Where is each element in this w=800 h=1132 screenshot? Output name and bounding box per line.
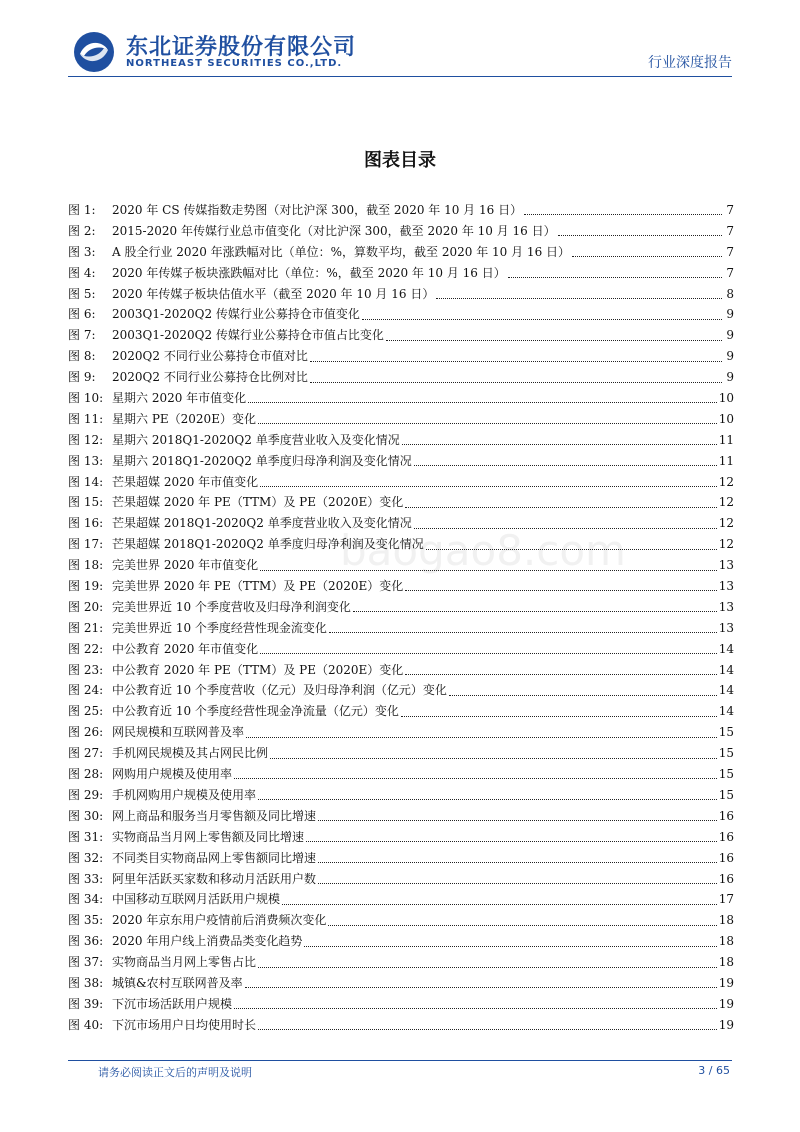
toc-entry[interactable] bbox=[68, 1015, 734, 1036]
toc-dot-leader bbox=[402, 443, 717, 445]
toc-entry-page: 12 bbox=[718, 516, 734, 531]
toc-entry-title: 实物商品当月网上零售额及同比增速 bbox=[112, 829, 305, 844]
toc-entry-title: 星期六 2020 年市值变化 bbox=[112, 391, 247, 406]
toc-entry-number: 图 31: bbox=[68, 829, 104, 844]
toc-entry-page: 15 bbox=[718, 767, 734, 782]
toc-entry-number: 图 15: bbox=[68, 495, 104, 510]
toc-entry-number: 图 5: bbox=[68, 286, 96, 301]
toc-entry[interactable] bbox=[68, 430, 734, 451]
toc-entry-number: 图 37: bbox=[68, 955, 104, 970]
toc-entry-page: 7 bbox=[726, 223, 734, 238]
toc-entry-page: 14 bbox=[718, 704, 734, 719]
toc-entry-page: 15 bbox=[718, 787, 734, 802]
toc-dot-leader bbox=[353, 610, 717, 612]
disclaimer-note: 请务必阅读正文后的声明及说明 bbox=[98, 1066, 252, 1079]
toc-entry-title: 中公教育近 10 个季度经营性现金净流量（亿元）变化 bbox=[112, 704, 399, 719]
toc-dot-leader bbox=[414, 464, 717, 466]
toc-dot-leader bbox=[426, 548, 717, 550]
toc-entry[interactable] bbox=[68, 701, 734, 722]
toc-dot-leader bbox=[318, 882, 717, 884]
report-type-label: 行业深度报告 bbox=[648, 55, 732, 71]
toc-entry-number: 图 13: bbox=[68, 453, 104, 468]
toc-entry-title: 实物商品当月网上零售占比 bbox=[112, 955, 257, 970]
toc-entry-title: 星期六 PE（2020E）变化 bbox=[112, 411, 256, 426]
toc-entry-title: 下沉市场活跃用户规模 bbox=[112, 996, 233, 1011]
toc-entry-number: 图 7: bbox=[68, 328, 96, 343]
toc-entry[interactable] bbox=[68, 660, 734, 681]
toc-entry-number: 图 8: bbox=[68, 349, 96, 364]
toc-entry[interactable] bbox=[68, 304, 734, 325]
toc-entry-title: 2003Q1-2020Q2 传媒行业公募持仓市值变化 bbox=[112, 307, 360, 322]
toc-dot-leader bbox=[401, 715, 717, 717]
toc-entry-number: 图 14: bbox=[68, 474, 104, 489]
watermark: baogao8.com bbox=[340, 526, 626, 575]
toc-entry-number: 图 34: bbox=[68, 892, 104, 907]
toc-entry-page: 13 bbox=[718, 599, 734, 614]
toc-dot-leader bbox=[318, 861, 717, 863]
toc-entry-page: 14 bbox=[718, 683, 734, 698]
toc-entry[interactable] bbox=[68, 889, 734, 910]
figure-list bbox=[68, 200, 734, 1036]
toc-entry-page: 7 bbox=[726, 203, 734, 217]
toc-entry-title: 2020 年传媒子板块涨跌幅对比（单位：%，截至 2020 年 10 月 16 日） bbox=[112, 265, 506, 280]
header-divider bbox=[68, 76, 732, 77]
toc-entry-page: 16 bbox=[718, 829, 734, 844]
toc-entry-page: 17 bbox=[718, 892, 734, 907]
toc-dot-leader bbox=[258, 422, 717, 424]
toc-dot-leader bbox=[234, 777, 717, 779]
toc-entry-title: 星期六 2018Q1-2020Q2 单季度营业收入及变化情况 bbox=[112, 432, 400, 447]
toc-entry-page: 7 bbox=[726, 265, 734, 280]
toc-entry[interactable] bbox=[68, 534, 734, 555]
toc-entry-page: 18 bbox=[718, 934, 734, 949]
toc-entry-number: 图 28: bbox=[68, 767, 104, 782]
toc-entry-title: 网民规模和互联网普及率 bbox=[112, 725, 245, 740]
toc-entry-number: 图 25: bbox=[68, 704, 104, 719]
toc-entry-title: 星期六 2018Q1-2020Q2 单季度归母净利润及变化情况 bbox=[112, 453, 412, 468]
toc-entry-page: 12 bbox=[718, 495, 734, 510]
toc-entry[interactable] bbox=[68, 242, 734, 263]
toc-dot-leader bbox=[260, 485, 717, 487]
toc-entry[interactable] bbox=[68, 869, 734, 890]
toc-entry-page: 12 bbox=[718, 537, 734, 552]
toc-entry-number: 图 20: bbox=[68, 599, 104, 614]
toc-entry[interactable] bbox=[68, 492, 734, 513]
toc-entry-title: 芒果超媒 2020 年 PE（TTM）及 PE（2020E）变化 bbox=[112, 495, 404, 510]
toc-entry-title: 2020Q2 不同行业公募持仓比例对比 bbox=[112, 370, 308, 385]
toc-entry-number: 图 4: bbox=[68, 265, 96, 280]
toc-entry[interactable] bbox=[68, 388, 734, 409]
toc-dot-leader bbox=[508, 276, 722, 278]
toc-entry-page: 14 bbox=[718, 641, 734, 656]
toc-dot-leader bbox=[260, 652, 717, 654]
toc-entry[interactable] bbox=[68, 221, 734, 242]
toc-dot-leader bbox=[310, 360, 722, 362]
toc-dot-leader bbox=[260, 569, 717, 571]
toc-entry-number: 图 6: bbox=[68, 307, 96, 322]
toc-entry-title: 网购用户规模及使用率 bbox=[112, 767, 233, 782]
toc-entry-page: 9 bbox=[726, 349, 734, 364]
toc-dot-leader bbox=[328, 924, 716, 926]
toc-dot-leader bbox=[405, 673, 716, 675]
toc-entry-number: 图 39: bbox=[68, 996, 104, 1011]
company-logo-icon bbox=[72, 30, 116, 74]
toc-entry-title: 中公教育近 10 个季度营收（亿元）及归母净利润（亿元）变化 bbox=[112, 683, 447, 698]
toc-entry-title: 完美世界 2020 年 PE（TTM）及 PE（2020E）变化 bbox=[112, 579, 404, 594]
toc-dot-leader bbox=[572, 255, 722, 257]
toc-entry[interactable] bbox=[68, 513, 734, 534]
toc-entry-number: 图 24: bbox=[68, 683, 104, 698]
company-name-cn: 东北证券股份有限公司 bbox=[126, 35, 357, 60]
toc-dot-leader bbox=[449, 694, 717, 696]
toc-entry-page: 14 bbox=[718, 662, 734, 677]
toc-dot-leader bbox=[362, 318, 722, 320]
toc-entry-number: 图 2: bbox=[68, 223, 96, 238]
toc-entry[interactable] bbox=[68, 973, 734, 994]
toc-entry-number: 图 40: bbox=[68, 1017, 104, 1032]
toc-dot-leader bbox=[310, 381, 722, 383]
toc-dot-leader bbox=[245, 986, 717, 988]
toc-entry-title: 阿里年活跃买家数和移动月活跃用户数 bbox=[112, 871, 317, 886]
toc-entry[interactable] bbox=[68, 952, 734, 973]
toc-entry-number: 图 33: bbox=[68, 871, 104, 886]
toc-entry-number: 图 3: bbox=[68, 244, 96, 259]
toc-entry-page: 8 bbox=[726, 286, 734, 301]
toc-entry[interactable] bbox=[68, 472, 734, 493]
toc-dot-leader bbox=[258, 798, 717, 800]
toc-entry-number: 图 21: bbox=[68, 620, 104, 635]
toc-entry-page: 13 bbox=[718, 579, 734, 594]
toc-entry-number: 图 19: bbox=[68, 579, 104, 594]
toc-entry-title: 2020 年 CS 传媒指数走势图（对比沪深 300，截至 2020 年 10 月 16 日） bbox=[112, 203, 523, 217]
toc-entry-page: 15 bbox=[718, 725, 734, 740]
toc-dot-leader bbox=[318, 819, 717, 821]
toc-entry-page: 18 bbox=[718, 913, 734, 928]
toc-entry-number: 图 10: bbox=[68, 391, 104, 406]
toc-entry[interactable] bbox=[68, 806, 734, 827]
toc-entry[interactable] bbox=[68, 639, 734, 660]
toc-entry[interactable] bbox=[68, 325, 734, 346]
toc-entry-title: 完美世界近 10 个季度经营性现金流变化 bbox=[112, 620, 327, 635]
page-title: 图表目录 bbox=[364, 150, 436, 171]
toc-dot-leader bbox=[258, 966, 717, 968]
toc-dot-leader bbox=[248, 401, 717, 403]
toc-entry-number: 图 30: bbox=[68, 808, 104, 823]
toc-entry-number: 图 16: bbox=[68, 516, 104, 531]
toc-dot-leader bbox=[405, 506, 716, 508]
company-name-en: NORTHEAST SECURITIES CO.,LTD. bbox=[126, 58, 343, 69]
toc-entry-page: 19 bbox=[718, 996, 734, 1011]
toc-entry[interactable] bbox=[68, 994, 734, 1015]
footer-divider bbox=[68, 1060, 732, 1061]
toc-entry-title: 中国移动互联网月活跃用户规模 bbox=[112, 892, 281, 907]
toc-entry-page: 19 bbox=[718, 1017, 734, 1032]
toc-dot-leader bbox=[246, 736, 717, 738]
toc-entry-number: 图 38: bbox=[68, 975, 104, 990]
page-number: 3 / 65 bbox=[698, 1064, 730, 1077]
toc-entry-number: 图 32: bbox=[68, 850, 104, 865]
toc-entry-page: 9 bbox=[726, 328, 734, 343]
toc-entry[interactable] bbox=[68, 764, 734, 785]
toc-entry-title: 网上商品和服务当月零售额及同比增速 bbox=[112, 808, 317, 823]
toc-dot-leader bbox=[414, 527, 717, 529]
toc-dot-leader bbox=[258, 1028, 717, 1030]
toc-dot-leader bbox=[524, 213, 722, 215]
toc-entry-title: 2003Q1-2020Q2 传媒行业公募持仓市值占比变化 bbox=[112, 328, 384, 343]
toc-entry[interactable] bbox=[68, 367, 734, 388]
toc-dot-leader bbox=[306, 840, 717, 842]
toc-entry-page: 19 bbox=[718, 975, 734, 990]
toc-entry[interactable] bbox=[68, 346, 734, 367]
toc-entry-number: 图 36: bbox=[68, 934, 104, 949]
toc-entry-number: 图 23: bbox=[68, 662, 104, 677]
toc-entry-number: 图 12: bbox=[68, 432, 104, 447]
toc-entry[interactable] bbox=[68, 743, 734, 764]
toc-entry[interactable] bbox=[68, 910, 734, 931]
toc-entry-number: 图 1: bbox=[68, 203, 96, 217]
toc-entry[interactable] bbox=[68, 263, 734, 284]
toc-dot-leader bbox=[436, 297, 722, 299]
toc-entry-title: 中公教育 2020 年市值变化 bbox=[112, 641, 259, 656]
toc-entry-number: 图 29: bbox=[68, 787, 104, 802]
toc-entry-number: 图 22: bbox=[68, 641, 104, 656]
toc-entry[interactable] bbox=[68, 848, 734, 869]
toc-entry-page: 11 bbox=[718, 432, 734, 447]
toc-entry-title: 芒果超媒 2020 年市值变化 bbox=[112, 474, 259, 489]
toc-entry-title: 2020 年京东用户疫情前后消费频次变化 bbox=[112, 913, 327, 928]
toc-dot-leader bbox=[234, 1007, 717, 1009]
toc-entry-number: 图 9: bbox=[68, 370, 96, 385]
toc-entry[interactable] bbox=[68, 409, 734, 430]
toc-entry-title: 下沉市场用户日均使用时长 bbox=[112, 1017, 257, 1032]
toc-dot-leader bbox=[304, 945, 716, 947]
toc-entry-number: 图 17: bbox=[68, 537, 104, 552]
toc-entry[interactable] bbox=[68, 931, 734, 952]
toc-entry-number: 图 27: bbox=[68, 746, 104, 761]
toc-entry-page: 13 bbox=[718, 558, 734, 573]
toc-dot-leader bbox=[558, 234, 722, 236]
toc-entry-number: 图 35: bbox=[68, 913, 104, 928]
toc-entry[interactable] bbox=[68, 200, 734, 221]
toc-entry-page: 10 bbox=[718, 391, 734, 406]
toc-entry[interactable] bbox=[68, 827, 734, 848]
toc-dot-leader bbox=[405, 589, 716, 591]
toc-entry-title: 不同类目实物商品网上零售额同比增速 bbox=[112, 850, 317, 865]
toc-dot-leader bbox=[270, 757, 717, 759]
toc-entry-title: 2020 年传媒子板块估值水平（截至 2020 年 10 月 16 日） bbox=[112, 286, 435, 301]
toc-entry-page: 12 bbox=[718, 474, 734, 489]
toc-entry-title: 芒果超媒 2018Q1-2020Q2 单季度营业收入及变化情况 bbox=[112, 516, 412, 531]
toc-dot-leader bbox=[282, 903, 717, 905]
toc-entry-number: 图 18: bbox=[68, 558, 104, 573]
toc-entry-title: 城镇&农村互联网普及率 bbox=[112, 975, 243, 990]
toc-entry-number: 图 26: bbox=[68, 725, 104, 740]
toc-entry-title: 完美世界 2020 年市值变化 bbox=[112, 558, 259, 573]
toc-entry-title: 2015-2020 年传媒行业总市值变化（对比沪深 300，截至 2020 年 10 月 16 日） bbox=[112, 223, 556, 238]
toc-entry[interactable] bbox=[68, 618, 734, 639]
toc-entry-page: 18 bbox=[718, 955, 734, 970]
toc-entry-page: 13 bbox=[718, 620, 734, 635]
toc-entry[interactable] bbox=[68, 555, 734, 576]
toc-entry[interactable] bbox=[68, 576, 734, 597]
toc-entry-page: 15 bbox=[718, 746, 734, 761]
toc-entry[interactable] bbox=[68, 451, 734, 472]
toc-entry-title: 手机网购用户规模及使用率 bbox=[112, 787, 257, 802]
toc-entry[interactable] bbox=[68, 680, 734, 701]
toc-entry-number: 图 11: bbox=[68, 411, 104, 426]
toc-entry[interactable] bbox=[68, 597, 734, 618]
toc-entry-page: 16 bbox=[718, 808, 734, 823]
toc-entry-page: 10 bbox=[718, 411, 734, 426]
toc-entry-page: 9 bbox=[726, 370, 734, 385]
toc-entry-page: 16 bbox=[718, 871, 734, 886]
page-header bbox=[0, 0, 800, 80]
toc-entry-title: 2020Q2 不同行业公募持仓市值对比 bbox=[112, 349, 308, 364]
toc-entry-page: 11 bbox=[718, 453, 734, 468]
toc-entry-title: A 股全行业 2020 年涨跌幅对比（单位：%，算数平均，截至 2020 年 10 月 16 日） bbox=[112, 244, 571, 259]
toc-entry-title: 中公教育 2020 年 PE（TTM）及 PE（2020E）变化 bbox=[112, 662, 404, 677]
toc-entry[interactable] bbox=[68, 722, 734, 743]
toc-entry-title: 完美世界近 10 个季度营收及归母净利润变化 bbox=[112, 599, 351, 614]
toc-entry-title: 2020 年用户线上消费品类变化趋势 bbox=[112, 934, 303, 949]
toc-entry-page: 9 bbox=[726, 307, 734, 322]
toc-entry-title: 芒果超媒 2018Q1-2020Q2 单季度归母净利润及变化情况 bbox=[112, 537, 424, 552]
toc-entry[interactable] bbox=[68, 785, 734, 806]
toc-dot-leader bbox=[329, 631, 717, 633]
toc-entry-title: 手机网民规模及其占网民比例 bbox=[112, 746, 269, 761]
toc-entry-page: 16 bbox=[718, 850, 734, 865]
toc-entry-page: 7 bbox=[726, 244, 734, 259]
toc-entry[interactable] bbox=[68, 284, 734, 305]
toc-dot-leader bbox=[386, 339, 722, 341]
